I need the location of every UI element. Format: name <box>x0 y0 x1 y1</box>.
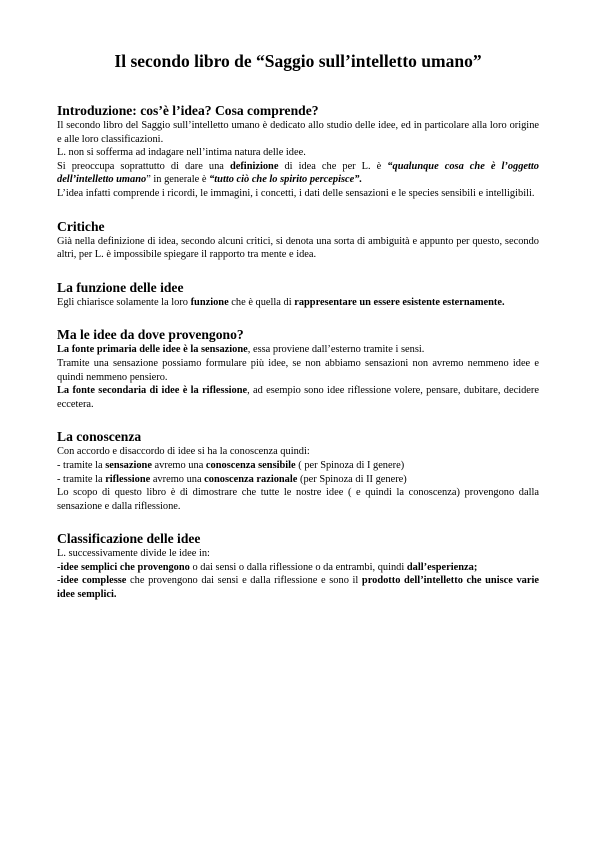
text-run: (per Spinoza di II genere) <box>297 473 407 485</box>
bold-phrase: dall’esperienza; <box>406 561 478 573</box>
bold-phrase: La fonte primaria delle idee è la sensazione <box>57 344 248 356</box>
section-heading: Critiche <box>57 218 105 234</box>
paragraph: L’idea infatti comprende i ricordi, le immagini, i concetti, i dati delle sensazioni e le species sensibili e intelligibili. <box>57 187 535 199</box>
section-heading: Introduzione: cos’è l’idea? Cosa comprende? <box>57 103 319 118</box>
list-item <box>57 459 539 473</box>
paragraph: Già nella definizione di idea, secondo alcuni critici, si denota una sorta di ambiguità e appunto per questo, secondo altri, per L. è impossibile spiegare il rapporto tra mente e idea. <box>57 235 539 261</box>
bold-phrase: rappresentare un essere esistente esternamente. <box>294 296 505 308</box>
paragraph: Con accordo e disaccordo di idee si ha la conoscenza quindi: <box>57 446 310 458</box>
section-heading: Ma le idee da dove provengono? <box>57 327 244 343</box>
text-run: , ad esempio sono idee riflessione volere, pensare, dubitare, decidere eccetera. <box>57 385 539 410</box>
section-critiche <box>57 218 539 262</box>
text-run: - tramite la <box>57 459 106 471</box>
section-conoscenza <box>57 428 539 513</box>
list-item <box>57 574 539 601</box>
paragraph <box>57 296 539 310</box>
bold-phrase: La fonte secondaria di idee è la riflessione <box>57 385 248 397</box>
bold-italic-quote: “qualunque cosa che è l’oggetto dell’intelletto umano <box>57 160 539 186</box>
bold-term: riflessione <box>105 473 151 485</box>
section-provenienza <box>57 326 539 411</box>
text-run: Si preoccupa soprattutto di dare una <box>57 160 230 172</box>
text-run: - tramite la <box>57 473 106 485</box>
bold-term: sensazione <box>105 459 152 471</box>
section-heading: La funzione delle idee <box>57 279 184 295</box>
paragraph <box>57 384 539 411</box>
section-introduzione <box>57 102 539 201</box>
bold-phrase: prodotto dell’intelletto che unisce varie idee semplici. <box>57 575 539 601</box>
text-run: Egli chiarisce solamente la loro <box>57 296 191 308</box>
section-heading: Classificazione delle idee <box>57 531 201 547</box>
paragraph <box>57 160 539 187</box>
bold-phrase: -idee complesse <box>57 575 127 587</box>
paragraph: L. successivamente divide le idee in: <box>57 548 210 560</box>
text-run: o dai sensi o dalla riflessione o da entrambi, quindi <box>189 561 407 573</box>
bold-term: funzione <box>190 296 229 308</box>
text-run: avremo una <box>150 473 205 485</box>
list-item <box>57 473 539 487</box>
text-run: che è quella di <box>228 296 295 308</box>
text-run: , essa proviene dall’esterno tramite i sensi. <box>247 344 425 356</box>
bold-phrase: -idee semplici che provengono <box>57 561 190 573</box>
bold-italic-quote: “tutto ciò che lo spirito percepisce”. <box>209 174 363 186</box>
document-title: Il secondo libro de “Saggio sull’intelletto umano” <box>114 51 482 71</box>
section-funzione <box>57 279 539 310</box>
paragraph <box>57 343 539 357</box>
text-run: di idea che per L. è <box>278 160 388 172</box>
bold-term: conoscenza sensibile <box>205 459 296 471</box>
text-run: ( per Spinoza di I genere) <box>295 459 405 471</box>
paragraph: Tramite una sensazione possiamo formulare più idee, se non abbiamo sensazioni non avremo nemmeno idee e quindi nemmeno pensiero. <box>57 357 539 383</box>
section-classificazione <box>57 530 539 601</box>
paragraph: L. non si sofferma ad indagare nell’intima natura delle idee. <box>57 147 306 159</box>
section-heading: La conoscenza <box>57 429 142 445</box>
text-run: ” in generale è <box>146 174 210 186</box>
bold-term: definizione <box>229 160 279 172</box>
list-item <box>57 561 539 575</box>
bold-term: conoscenza razionale <box>204 473 298 485</box>
text-run: avremo una <box>151 459 206 471</box>
paragraph: Il secondo libro del Saggio sull’intelletto umano è dedicato allo studio delle idee, ed in particolare alla loro origine e alle loro classificazioni. <box>57 120 539 145</box>
paragraph: Lo scopo di questo libro è di dimostrare che tutte le nostre idee ( e quindi la conoscenza) provengono dalla sensazione e dalla riflessione. <box>57 487 539 512</box>
text-run: che provengono dai sensi e dalla riflessione e sono il <box>126 575 362 587</box>
